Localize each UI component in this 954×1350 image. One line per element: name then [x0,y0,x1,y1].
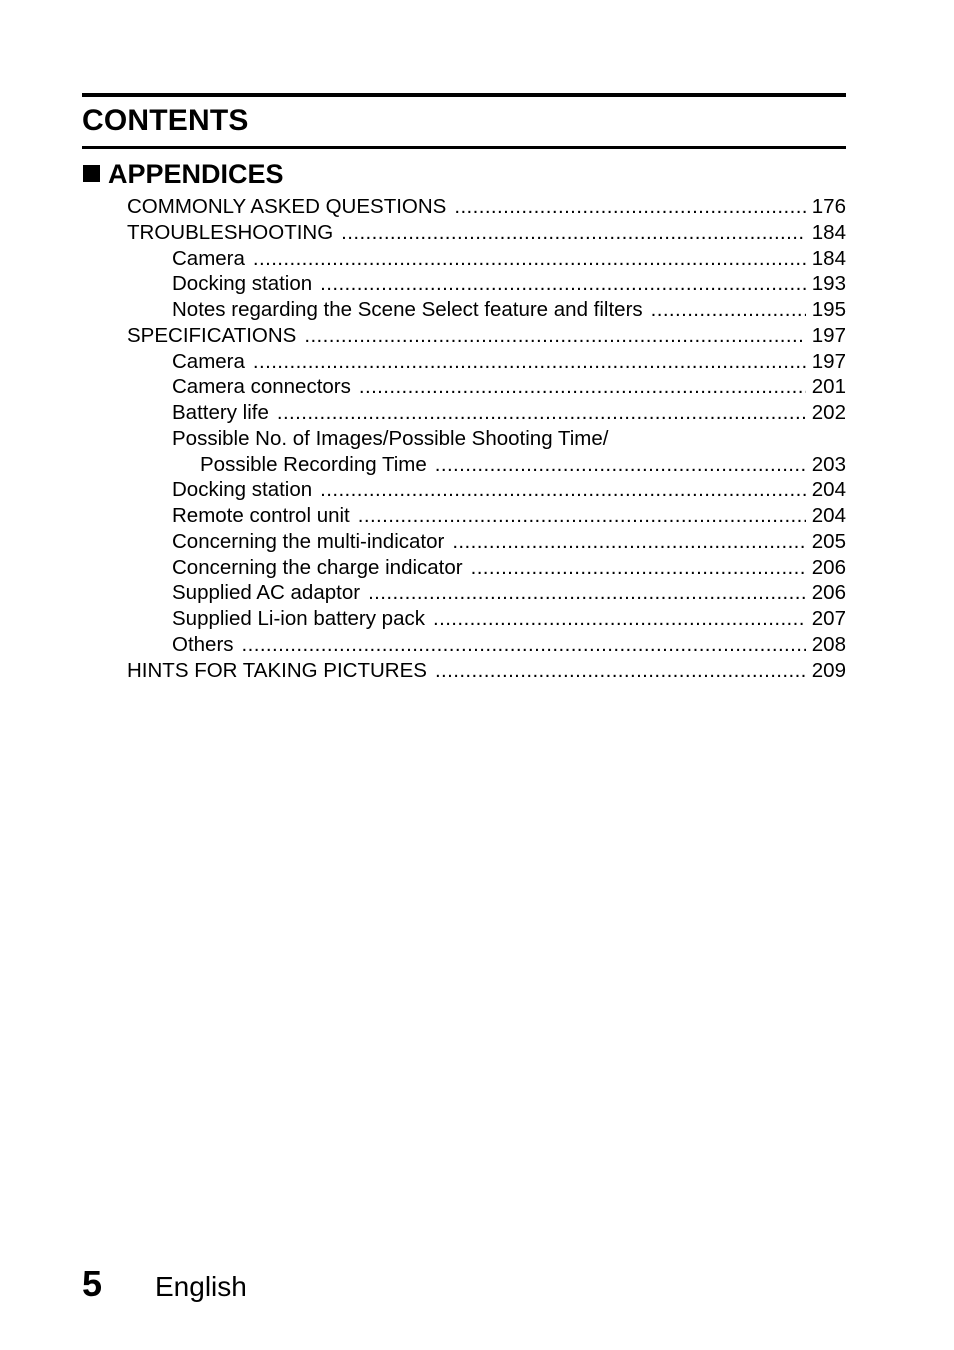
toc-entry-label: TROUBLESHOOTING [127,220,334,244]
dot-leader [471,555,806,581]
dot-leader [358,503,806,529]
toc-entry[interactable] [0,194,954,220]
toc-entry-page: 203 [811,452,846,476]
toc-entry[interactable] [0,400,954,426]
dot-leader [651,297,806,323]
dot-leader [452,529,805,555]
dot-leader [435,658,806,684]
dot-leader [359,374,806,400]
toc-entry[interactable] [0,529,954,555]
toc-entry-page: 205 [811,529,846,553]
toc-entry[interactable] [0,503,954,529]
toc-entry-page: 195 [811,298,846,321]
toc-entry[interactable] [0,323,954,349]
toc-entry-page: 204 [811,478,846,502]
dot-leader [242,632,806,658]
toc-entry-page: 204 [811,504,846,527]
toc-entry-label: Concerning the multi-indicator [172,529,445,553]
toc-entry[interactable] [0,246,954,272]
page-title: CONTENTS [82,104,249,137]
toc-entry-label: Camera [172,349,245,373]
toc-entry-page: 206 [811,581,846,605]
title-rule [82,146,846,149]
dot-leader [277,400,806,426]
dot-leader [435,452,806,478]
toc-entry-page: 209 [811,658,846,682]
toc-entry-label: Notes regarding the Scene Select feature and filters [172,298,643,321]
toc-entry[interactable] [0,580,954,606]
toc-entry-label: Supplied Li-ion battery pack [172,607,425,630]
toc-entry-label: Docking station [172,478,313,502]
toc-entry[interactable] [0,426,954,452]
table-of-contents [0,194,954,683]
toc-entry-page: 197 [811,349,846,373]
toc-entry-label: Camera [172,246,245,270]
toc-entry[interactable] [0,555,954,581]
dot-leader [320,477,806,503]
page-number: 5 [82,1263,103,1304]
toc-entry-label: HINTS FOR TAKING PICTURES [127,658,427,682]
toc-entry[interactable] [0,452,954,478]
toc-entry[interactable] [0,271,954,297]
top-rule [82,93,846,97]
section-title: APPENDICES [108,159,284,189]
toc-entry[interactable] [0,220,954,246]
toc-entry-label: Concerning the charge indicator [172,555,463,579]
dot-leader [253,246,806,272]
dot-leader [253,349,806,375]
toc-entry-label: Camera connectors [172,375,351,399]
toc-entry[interactable] [0,349,954,375]
toc-entry-label: Battery life [172,401,269,424]
toc-entry-page: 202 [811,401,846,424]
dot-leader [341,220,806,246]
dot-leader [433,606,806,632]
toc-entry-label: Possible Recording Time [200,452,427,476]
dot-leader [454,194,805,220]
toc-entry[interactable] [0,374,954,400]
toc-entry-label: Remote control unit [172,504,350,527]
dot-leader [320,271,806,297]
section-heading [83,157,284,191]
toc-entry[interactable] [0,297,954,323]
toc-entry-page: 197 [811,323,846,347]
toc-entry-label: SPECIFICATIONS [127,323,297,347]
toc-entry-page: 184 [811,246,846,270]
footer-language: English [155,1271,247,1302]
toc-entry[interactable] [0,632,954,658]
toc-entry-page: 207 [811,607,846,630]
toc-entry-label: Supplied AC adaptor [172,581,361,605]
toc-entry-page: 201 [811,375,846,399]
toc-entry[interactable] [0,658,954,684]
toc-entry-page: 208 [811,632,846,656]
toc-entry-page: 206 [811,555,846,579]
toc-entry[interactable] [0,606,954,632]
toc-entry-label: Possible No. of Images/Possible Shooting Time/ [172,426,609,450]
toc-entry-page: 184 [811,220,846,244]
dot-leader [304,323,805,349]
toc-entry[interactable] [0,477,954,503]
toc-entry-label: COMMONLY ASKED QUESTIONS [127,195,447,218]
toc-entry-label: Others [172,632,234,656]
dot-leader [368,580,806,606]
toc-entry-page: 193 [811,272,846,296]
toc-entry-label: Docking station [172,272,313,296]
toc-entry-page: 176 [811,195,846,218]
square-bullet-icon [83,165,100,182]
